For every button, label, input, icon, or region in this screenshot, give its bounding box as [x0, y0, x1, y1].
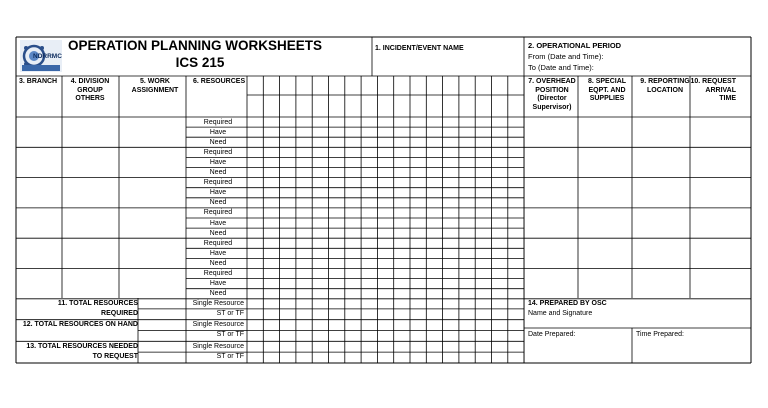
prepared-name-signature: Name and Signature — [528, 310, 593, 317]
resource-row-required: Required — [203, 239, 233, 247]
resource-row-need: Need — [209, 199, 227, 207]
col-reporting-location: 9. REPORTING LOCATION — [640, 78, 690, 94]
logo-text: NDRRMC — [33, 53, 62, 60]
total-needed-label: 13. TOTAL RESOURCES NEEDED TO REQUEST — [26, 343, 138, 360]
operational-period-title: 2. OPERATIONAL PERIOD — [528, 41, 622, 50]
resource-row-required: Required — [203, 179, 233, 187]
col-branch: 3. BRANCH — [19, 78, 58, 85]
col-work-assignment: 5. WORK ASSIGNMENT — [131, 78, 179, 94]
date-prepared-label: Date Prepared: — [528, 331, 576, 338]
resource-row-required: Required — [203, 118, 233, 126]
total-onhand-single: Single Resource — [192, 321, 244, 328]
period-to-label: To (Date and Time): — [528, 63, 594, 72]
resource-row-need: Need — [209, 229, 227, 237]
resource-row-required: Required — [203, 148, 233, 156]
col-special-eqpt: 8. SPECIAL EQPT. AND SUPPLIES — [587, 78, 627, 102]
col-resources: 6. RESOURCES — [193, 78, 246, 85]
time-prepared-label: Time Prepared: — [636, 331, 684, 338]
resource-row-required: Required — [203, 270, 233, 277]
total-required-label: 11. TOTAL RESOURCES REQUIRED — [57, 300, 138, 317]
total-onhand-label: 12. TOTAL RESOURCES ON HAND — [22, 321, 138, 328]
resource-row-need: Need — [209, 290, 227, 298]
resource-row-have: Have — [209, 280, 227, 288]
form-title: OPERATION PLANNING WORKSHEETS — [67, 38, 322, 53]
total-needed-st: ST or TF — [216, 353, 244, 360]
total-needed-single: Single Resource — [192, 343, 244, 350]
incident-name-label: 1. INCIDENT/EVENT NAME — [375, 45, 464, 52]
col-request-arrival: 10. REQUEST ARRIVAL TIME — [690, 78, 736, 102]
resource-row-have: Have — [209, 249, 227, 257]
prepared-by-title: 14. PREPARED BY OSC — [528, 300, 607, 307]
resource-row-need: Need — [209, 259, 227, 267]
resource-row-have: Have — [209, 219, 227, 227]
form-code: ICS 215 — [175, 55, 225, 70]
resource-row-have: Have — [209, 158, 227, 166]
resource-row-need: Need — [209, 169, 227, 176]
total-required-single: Single Resource — [192, 300, 244, 307]
col-overhead: 7. OVERHEAD POSITION (Director Supervisor) — [528, 78, 576, 111]
resource-row-required: Required — [203, 209, 233, 217]
resource-row-have: Have — [209, 128, 227, 136]
total-required-st: ST or TF — [216, 310, 244, 317]
resource-row-need: Need — [209, 138, 227, 146]
col-division: 4. DIVISION GROUP OTHERS — [70, 78, 110, 102]
period-from-label: From (Date and Time): — [528, 52, 604, 61]
total-onhand-st: ST or TF — [216, 331, 244, 338]
resource-row-have: Have — [209, 189, 227, 197]
